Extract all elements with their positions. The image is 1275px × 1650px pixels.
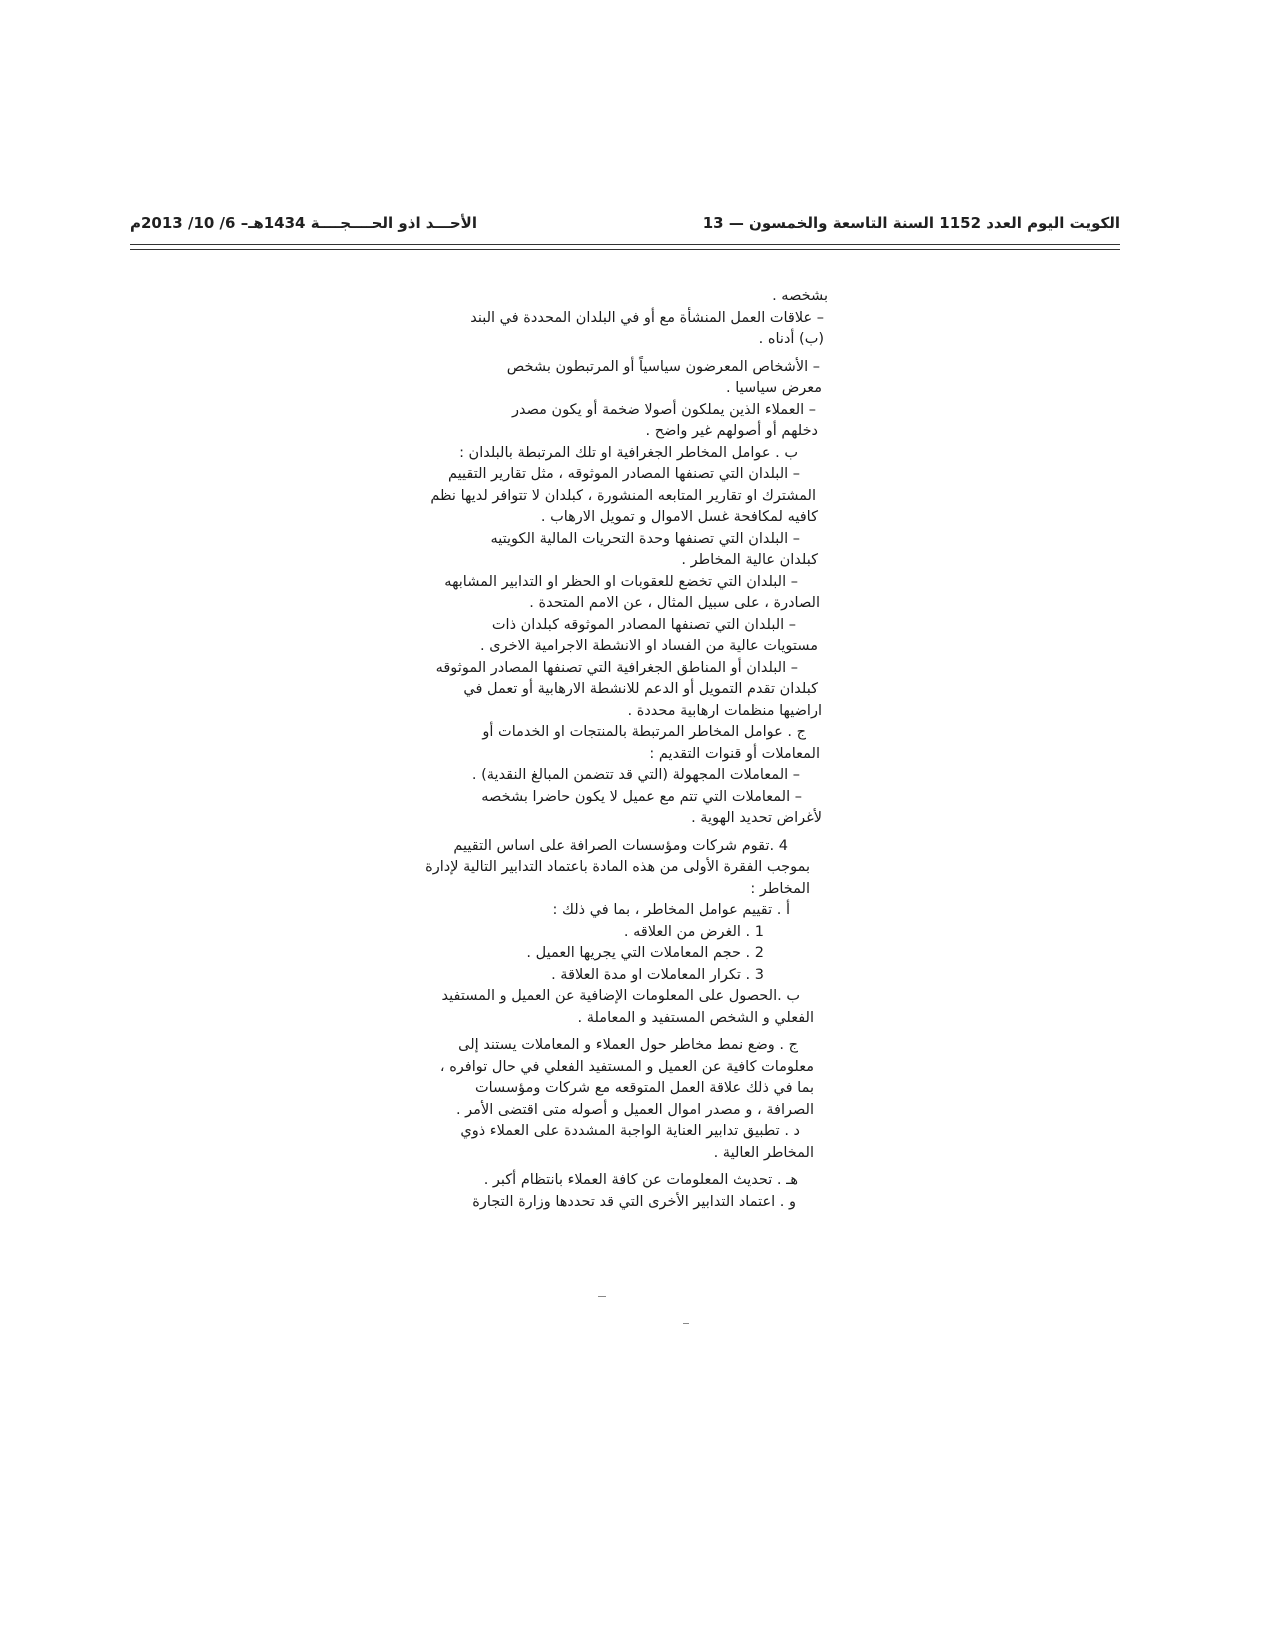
text-line: ب .الحصول على المعلومات الإضافية عن العميل و المستفيد [441, 988, 800, 1004]
text-line: – المعاملات المجهولة (التي قد تتضمن المبالغ النقدية) . [471, 767, 800, 783]
text-line: معلومات كافية عن العميل و المستفيد الفعلي في حال توافره ، [439, 1058, 814, 1075]
text-line: – البلدان التي تصنفها المصادر الموثوقه ، مثل تقارير التقييم [448, 466, 800, 482]
text-line: – العملاء الذين يملكون أصولا ضخمة أو يكون مصدر [511, 401, 816, 418]
text-line: – البلدان التي تصنفها وحدة التحريات المالية الكويتيه [490, 530, 800, 547]
text-line: بما في ذلك علاقة العمل المتوقعه مع شركات ومؤسسات [474, 1080, 814, 1096]
text-line: – البلدان التي تخضع للعقوبات او الحظر او التدابير المشابهه [444, 573, 798, 590]
text-line: – البلدان أو المناطق الجغرافية التي تصنفها المصادر الموثوقه [435, 659, 798, 676]
text-line: د . تطبيق تدابير العناية الواجبة المشددة على العملاء ذوي [460, 1123, 800, 1139]
header-rule-top [130, 244, 1120, 245]
scan-mark [683, 1323, 689, 1324]
text-line: – الأشخاص المعرضون سياسياً أو المرتبطون بشخص [506, 358, 820, 375]
header-date: الأحـــد اذو الحــــجــــة 1434هـ– 6/ 10/ 2013م [130, 214, 477, 232]
text-line: المخاطر : [750, 880, 810, 897]
text-line: ب . عوامل المخاطر الجغرافية او تلك المرتبطة بالبلدان : [459, 444, 798, 461]
text-line: ج . وضع نمط مخاطر حول العملاء و المعاملات يستند إلى [458, 1037, 798, 1053]
text-line: 3 . تكرار المعاملات او مدة العلاقة . [551, 966, 764, 983]
text-line: الفعلي و الشخص المستفيد و المعاملة . [577, 1009, 814, 1026]
text-line: المعاملات أو قنوات التقديم : [649, 745, 820, 762]
text-line: لأغراض تحديد الهوية . [691, 810, 822, 826]
text-line: – البلدان التي تصنفها المصادر الموثوقه كبلدان ذات [491, 616, 796, 633]
text-line: مستويات عالية من الفساد او الانشطة الاجرامية الاخرى . [480, 638, 818, 654]
text-line: كافيه لمكافحة غسل الاموال و تمويل الارهاب . [540, 509, 818, 525]
text-line: ج . عوامل المخاطر المرتبطة بالمنتجات او الخدمات أو [482, 724, 806, 740]
text-line: دخلهم أو أصولهم غير واضح . [645, 423, 818, 439]
text-line: 2 . حجم المعاملات التي يجريها العميل . [526, 945, 764, 961]
text-line: معرض سياسيا . [725, 380, 822, 396]
text-line: بموجب الفقرة الأولى من هذه المادة باعتماد التدابير التالية لإدارة [425, 859, 810, 875]
text-line: الصرافة ، و مصدر اموال العميل و أصوله متى اقتضى الأمر . [455, 1101, 814, 1118]
header-rule-bottom [130, 249, 1120, 250]
text-line: هـ . تحديث المعلومات عن كافة العملاء بانتظام أكبر . [483, 1172, 798, 1188]
header-publication-info: الكويت اليوم العدد 1152 السنة التاسعة والخمسون — 13 [702, 214, 1120, 232]
document-body [378, 286, 828, 1213]
scan-mark [598, 1296, 606, 1297]
text-line: 4 .تقوم شركات ومؤسسات الصرافة على اساس التقييم [453, 837, 788, 854]
text-line: 1 . الغرض من العلاقه . [623, 923, 764, 940]
text-line: المشترك او تقارير المتابعه المنشورة ، كبلدان لا تتوافر لديها نظم [430, 487, 816, 504]
text-line: اراضيها منظمات ارهابية محددة . [627, 702, 822, 719]
text-line: كبلدان عالية المخاطر . [681, 552, 818, 568]
text-line: كبلدان تقدم التمويل أو الدعم للانشطة الارهابية أو تعمل في [463, 681, 818, 697]
text-line: و . اعتماد التدابير الأخرى التي قد تحددها وزارة التجارة [472, 1193, 796, 1210]
text-line: الصادرة ، على سبيل المثال ، عن الامم المتحدة . [529, 595, 820, 611]
text-line: المخاطر العالية . [713, 1144, 814, 1161]
text-line: – المعاملات التي تتم مع عميل لا يكون حاضرا بشخصه [481, 788, 802, 805]
text-line: – علاقات العمل المنشأة مع أو في البلدان المحددة في البند [470, 309, 824, 326]
text-line: بشخصه . [772, 288, 828, 304]
text-line: أ . تقييم عوامل المخاطر ، بما في ذلك : [552, 902, 790, 918]
text-line: (ب) أدناه . [758, 331, 824, 347]
page-header [130, 214, 1120, 242]
